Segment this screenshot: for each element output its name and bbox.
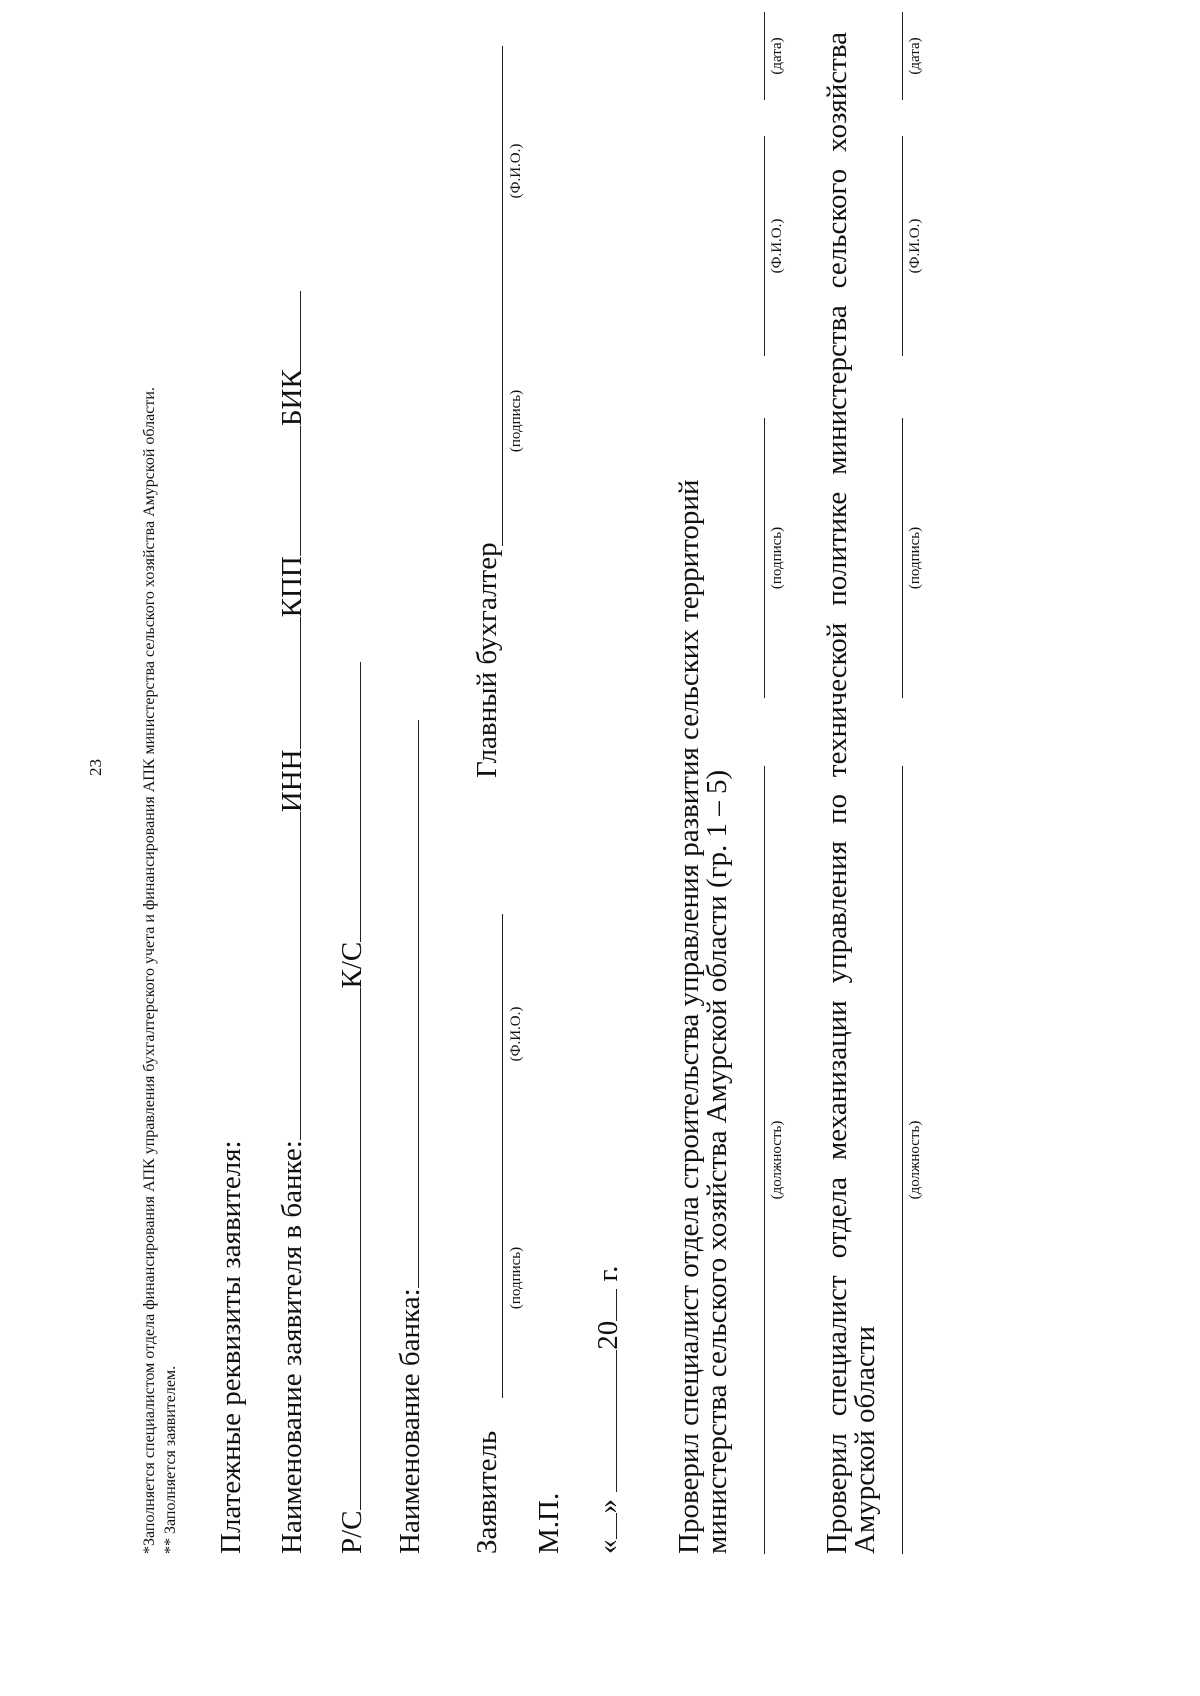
bik-label: БИК [276, 369, 308, 427]
verification-1-position-caption: (должность) [769, 1120, 785, 1200]
verification-2-signature-caption: (подпись) [907, 526, 923, 590]
date-row [590, 1266, 625, 1554]
verification-1-signature-caption: (подпись) [769, 526, 785, 590]
footnote-two: ** Заполняется заявителем. [162, 1365, 179, 1554]
verification-1-fio-line[interactable] [764, 136, 765, 356]
verification-2-line-2: Амурской области [849, 1326, 881, 1554]
verification-1-date-caption: (дата) [769, 37, 785, 75]
verification-2-fio-caption: (Ф.И.О.) [907, 218, 923, 274]
chief-accountant-label: Главный бухгалтер [471, 542, 503, 778]
seal-label: М.П. [533, 1492, 565, 1554]
applicant-name-label: Наименование заявителя в банке: [276, 1140, 308, 1554]
year-field[interactable] [590, 1289, 617, 1321]
kpp-field[interactable] [274, 426, 301, 556]
kpp-label: КПП [276, 556, 308, 618]
verification-1-date-line[interactable] [764, 12, 765, 100]
verification-2-position-caption: (должность) [907, 1120, 923, 1200]
ks-field[interactable] [334, 662, 361, 942]
inn-label: ИНН [276, 749, 308, 813]
month-field[interactable] [590, 1350, 617, 1492]
accounts-row [334, 662, 369, 1554]
verification-2-position-line[interactable] [902, 766, 903, 1554]
applicant-signature-caption: (подпись) [508, 1246, 524, 1310]
rs-field[interactable] [334, 988, 361, 1510]
applicant-fio-caption: (Ф.И.О.) [508, 1006, 524, 1062]
chief-accountant-signature-line[interactable] [502, 46, 503, 546]
day-field[interactable] [590, 1514, 617, 1540]
footnote-one: *Заполняется специалистом отдела финансирования АПК управления бухгалтерского учета и финансирования АПК министерства сельского хозяйства Амурской области. [141, 387, 158, 1554]
payment-heading: Платежные реквизиты заявителя: [215, 1140, 247, 1554]
verification-1-line-1: Проверил специалист отдела строительства управления развития сельских территорий [673, 479, 705, 1554]
date-quote-open: « [592, 1539, 624, 1554]
page-number: 23 [86, 759, 105, 776]
applicant-name-field[interactable] [274, 812, 301, 1140]
inn-field[interactable] [274, 617, 301, 749]
ks-label: К/С [336, 941, 368, 989]
verification-2-date-caption: (дата) [907, 37, 923, 75]
verification-1-fio-caption: (Ф.И.О.) [769, 218, 785, 274]
chief-accountant-signature-caption: (подпись) [508, 389, 524, 453]
chief-accountant-fio-caption: (Ф.И.О.) [508, 143, 524, 199]
verification-1-line-2: министерства сельского хозяйства Амурской области (гр. 1 – 5) [701, 769, 733, 1554]
verification-2-date-line[interactable] [902, 12, 903, 100]
applicant-bank-row [274, 291, 309, 1554]
year-prefix: 20 [592, 1320, 624, 1350]
verification-2-fio-line[interactable] [902, 136, 903, 356]
verification-1-signature-line[interactable] [764, 418, 765, 698]
applicant-label: Заявитель [471, 1430, 503, 1554]
verification-2-line-1: Проверил специалист отдела механизации управления по технической политике министерства сельского хозяйства [821, 32, 853, 1554]
bank-name-row [392, 720, 427, 1554]
date-quote-close: » [592, 1499, 624, 1514]
bank-name-field[interactable] [392, 720, 419, 1288]
bank-name-label: Наименование банка: [394, 1288, 426, 1554]
rs-label: Р/С [336, 1510, 368, 1554]
verification-2-signature-line[interactable] [902, 418, 903, 698]
bik-field[interactable] [274, 291, 301, 369]
year-suffix: г. [592, 1265, 624, 1282]
verification-1-position-line[interactable] [764, 766, 765, 1554]
applicant-signature-line[interactable] [502, 914, 503, 1398]
